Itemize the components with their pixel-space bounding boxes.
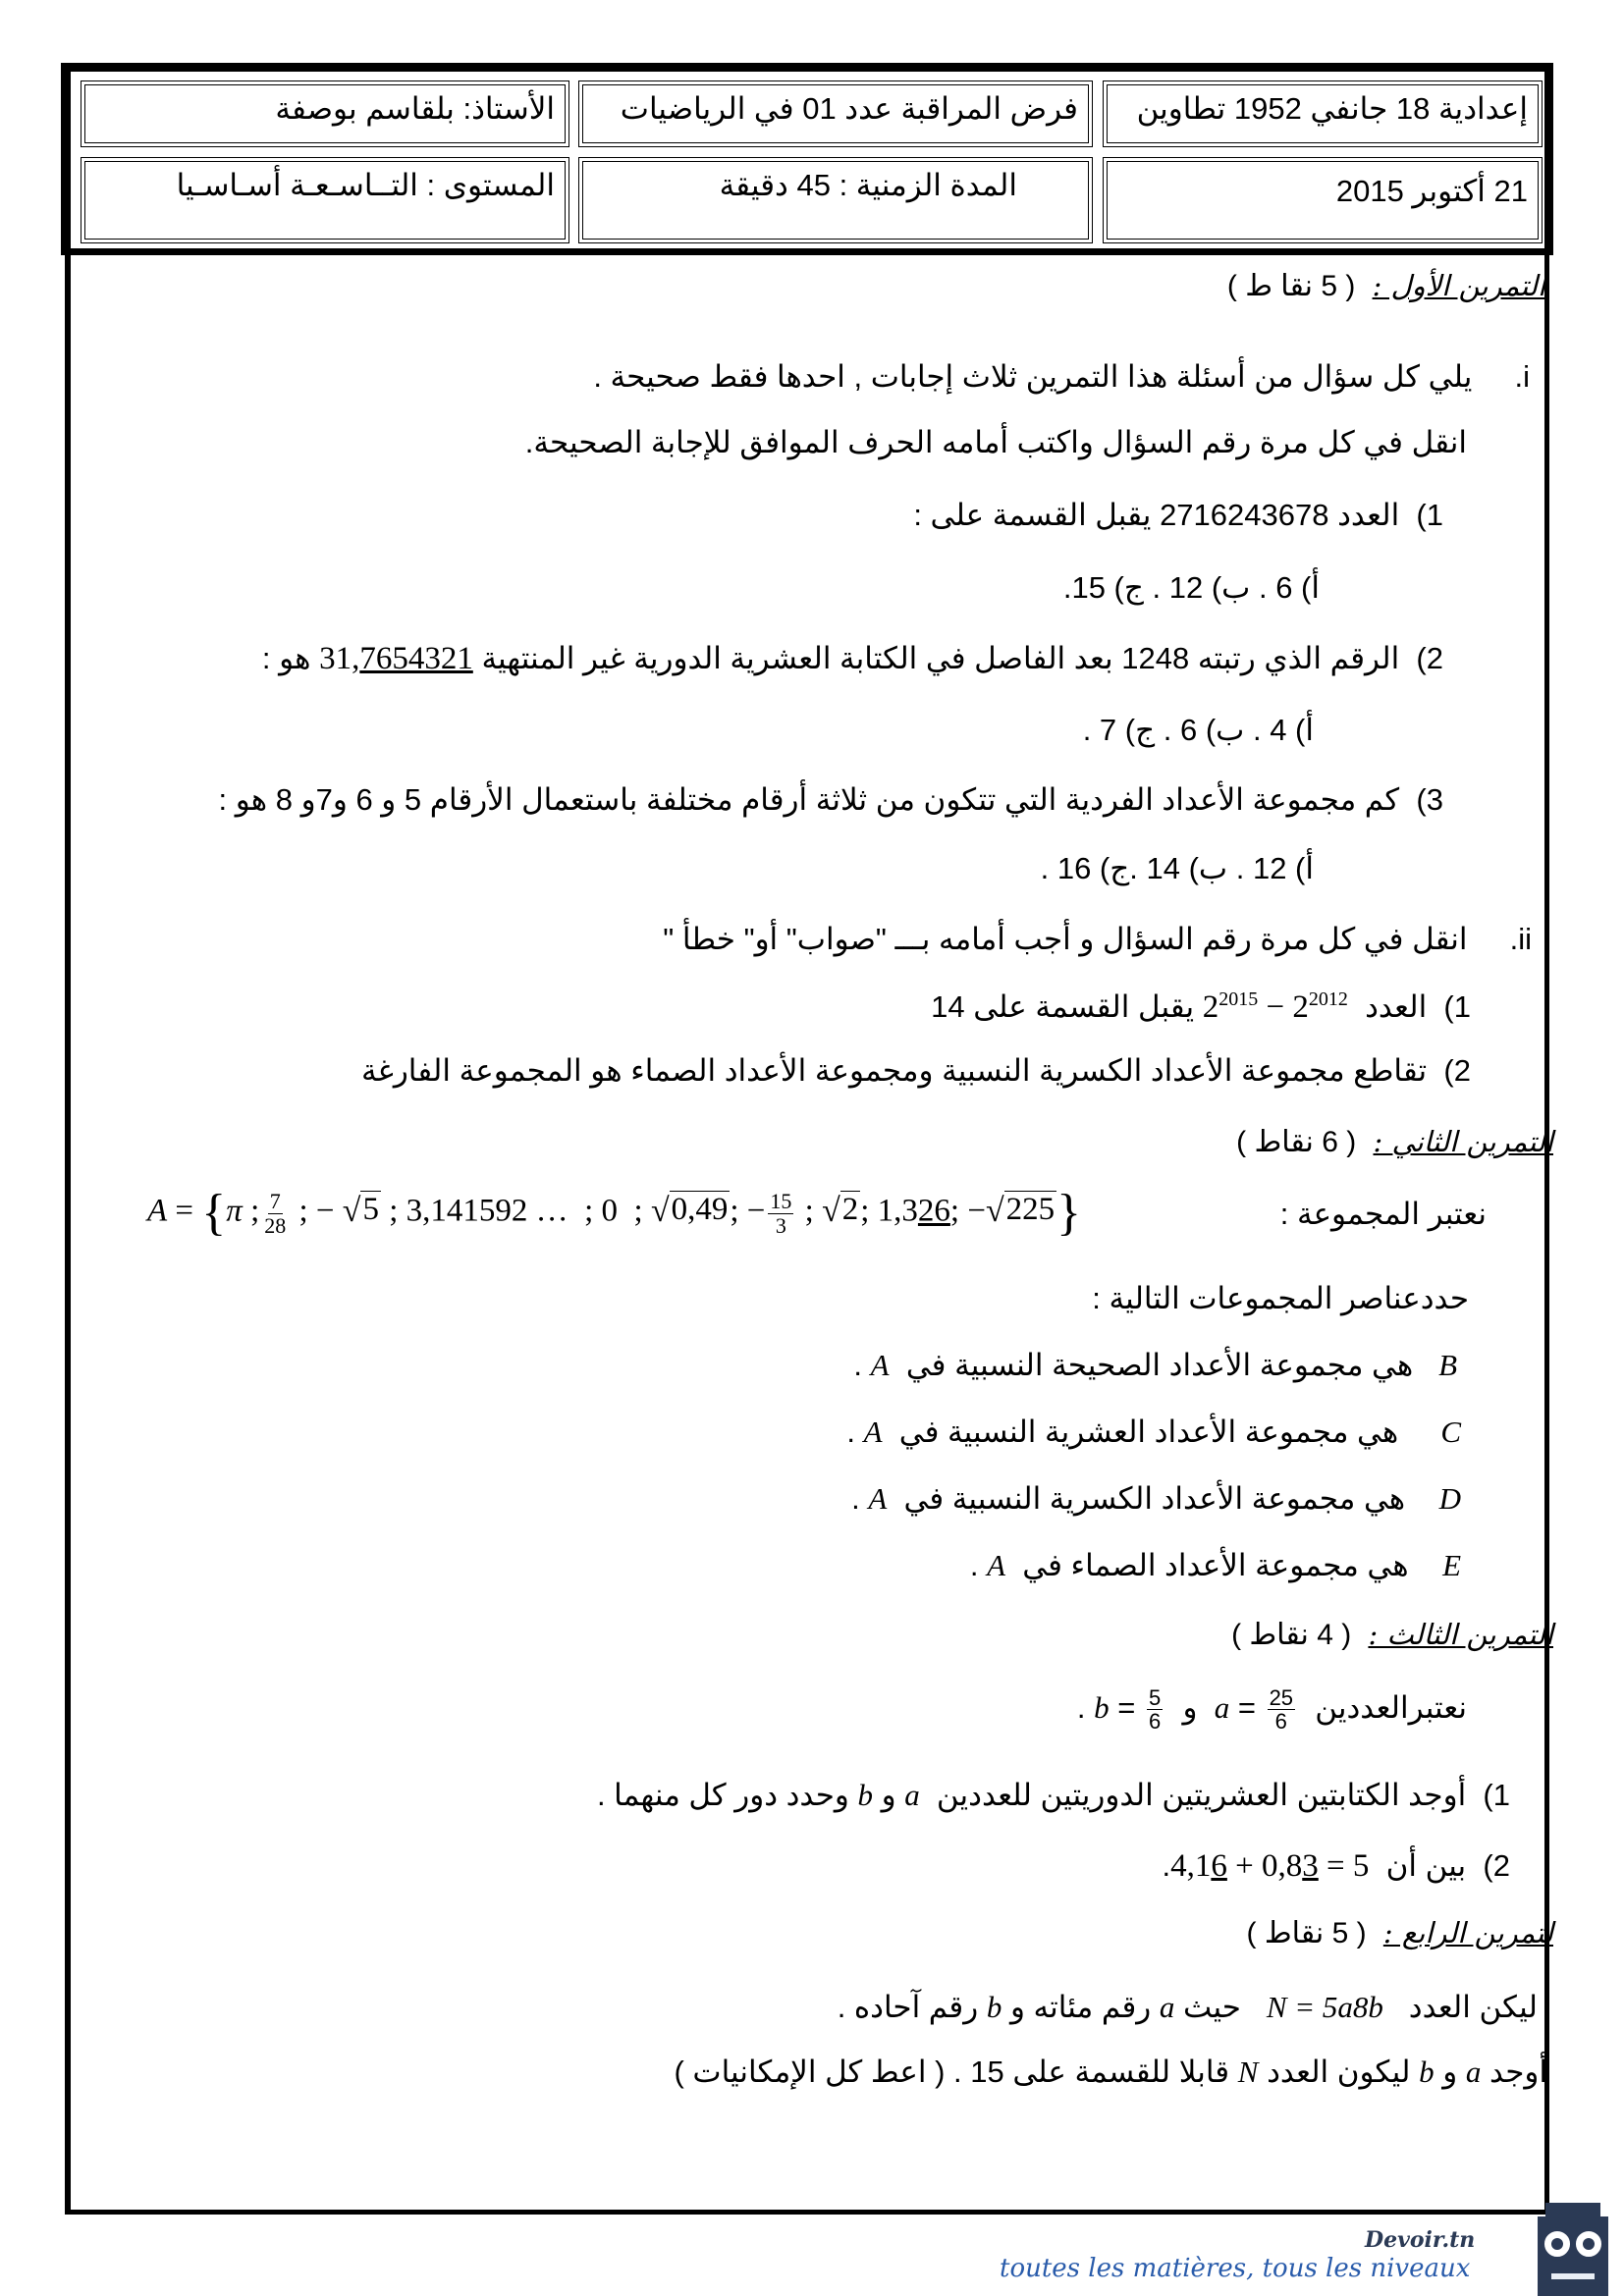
radicand: 5 [362,1192,379,1228]
set-letter: B [1438,1348,1457,1382]
ex3-q1-num: 1) [1483,1778,1510,1812]
var-a: a [1159,1990,1175,2024]
var-b: b [1094,1689,1110,1725]
decimal-int-part: 1,3 [877,1193,918,1229]
ex4-title: لتمرين الرابع : [1382,1916,1553,1949]
ex2-item-b [853,1347,1457,1383]
set-ref: A [870,1348,890,1382]
ex1-i-intro2: انقل في كل مرة رقم السؤال واكتب أمامه الحرف الموافق للإجابة الصحيحة. [524,425,1467,459]
ex4-l1-text2: حيث [1183,1990,1241,2024]
element-periodic-decimal [878,1194,950,1229]
devoir-logo-icon [1524,2199,1622,2296]
ex1-q2-num: 2) [1416,641,1443,675]
and-word: و [1442,2055,1458,2089]
element-approx-pi: 3,141592 … [406,1193,568,1229]
minus-sign: − [1266,989,1285,1025]
element-sqrt2: √ 2 [822,1192,859,1229]
set-letter: C [1440,1415,1461,1449]
exam-title: فرض المراقبة عدد 01 في الرياضيات [620,91,1078,126]
element-minus-sqrt5: √ 5 [342,1192,379,1229]
class-level: المستوى : التــاسـعـة أسـاسـيا [176,168,555,202]
item-end: . [853,1348,863,1382]
ex1-ii-q1-tail: يقبل القسمة على 14 [931,989,1195,1024]
power-base: 2 [1202,989,1219,1025]
element-sqrt-049: √ 0,49 [650,1192,729,1229]
fraction-25-6 [1268,1686,1295,1733]
ex1-heading [1227,267,1545,304]
ex3-q2 [1163,1847,1511,1887]
ex3-heading [1231,1616,1553,1653]
ex4-l1-text3: رقم مئاته و [1009,1990,1152,2024]
set-a-name: A [147,1193,168,1229]
ex1-q2 [262,640,1443,679]
decimal-int-part: 0,8 [1262,1848,1303,1884]
ex1-ii-intro [663,921,1532,957]
ex1-q2-number [319,641,473,676]
ex1-ii-q2 [361,1052,1471,1089]
ex1-ii-q1-expression [1203,989,1348,1025]
set-ref: A [987,1548,1006,1582]
fraction-numerator: 25 [1269,1685,1294,1710]
ex2-set-line [1280,1196,1487,1232]
line-end: . [1076,1689,1086,1725]
fraction-numerator: 7 [269,1189,281,1214]
ex2-item-c [846,1414,1461,1450]
ex2-item-e [970,1547,1461,1583]
ex4-l2-text: أوجد [1489,2055,1547,2089]
ex4-points: ( 5 نقاط ) [1246,1917,1367,1949]
and-word: و [881,1778,896,1812]
ex1-q3-num: 3) [1416,782,1443,817]
decimal-period: 6 [1211,1848,1227,1884]
number-n-expression: N = 5a8b [1266,1990,1383,2024]
var-b: b [1419,2055,1435,2089]
ex4-l1-text: ليكن العدد [1408,1990,1538,2024]
ex1-q1 [913,497,1443,533]
item-text: هي مجموعة الأعداد الصماء في [1022,1548,1409,1582]
equals-five: = 5 [1326,1848,1370,1884]
ex1-i-intro1 [593,358,1530,395]
element-minus-sqrt225: √ 225 [985,1192,1056,1229]
ex2-task: حددعناصر المجموعات التالية : [1092,1281,1469,1315]
var-a: a [1465,2055,1482,2089]
ex3-title: التمرين الثالث : [1368,1618,1553,1651]
set-ref: A [868,1481,888,1516]
ex3-q1-text2: وحدد دور كل منهما . [596,1778,849,1812]
item-text: هي مجموعة الأعداد الكسرية النسبية في [903,1481,1406,1516]
set-letter: D [1438,1481,1461,1516]
ex1-q1-num: 1) [1416,498,1443,532]
ex1-q2-number-int: 31, [319,641,360,676]
ex1-q1-text: العدد 2716243678 يقبل القسمة على : [913,498,1400,532]
element-zero: 0 [601,1193,619,1229]
var-a: a [904,1778,920,1812]
ex2-title: التمرين الثاني : [1373,1125,1553,1158]
ex2-item-d [851,1480,1461,1517]
ex3-intro: نعتبرالعددين [1315,1689,1467,1725]
ex1-q2-number-period: 7654321 [359,641,473,676]
ex1-q3 [219,781,1443,818]
radicand: 225 [1005,1192,1056,1228]
ex1-title: التمرين الأول : [1372,269,1545,302]
item-end: . [846,1415,855,1449]
ex3-q1-text: أوجد الكتابتين العشريتين الدوريتين للعددين [936,1778,1467,1812]
ex3-q2-equation [1170,1848,1369,1884]
element-pi: π [226,1193,243,1229]
ex4-line1 [838,1989,1538,2025]
ex3-q2-num: 2) [1483,1848,1510,1883]
item-text: هي مجموعة الأعداد العشرية النسبية في [898,1415,1399,1449]
decimal-int-part: 4,1 [1170,1848,1212,1884]
number-b-definition: b = $\frac{5}{6}$ [1094,1685,1162,1735]
ex1-i-intro1-text: يلي كل سؤال من أسئلة هذا التمرين ثلاث إجابات , احدها فقط صحيحة . [593,359,1473,394]
radicand: 0,49 [671,1192,729,1228]
ex3-points: ( 4 نقاط ) [1231,1619,1352,1651]
ex3-intro-line [1077,1686,1467,1733]
ex1-ii-q2-text: تقاطع مجموعة الأعداد الكسرية النسبية ومجموعة الأعداد الصماء هو المجموعة الفارغة [361,1053,1428,1088]
power-exponent-2015: 2015 [1218,988,1259,1010]
ex1-q2-tail: هو : [261,641,311,675]
teacher-name: الأستاذ: بلقاسم بوصفة [275,91,555,126]
number-a-definition: a = $\frac{25}{6}$ [1214,1685,1294,1735]
ex1-q1-options: أ) 6 . ب) 12 . ج) 15. [1062,570,1320,605]
fraction-denominator: 3 [775,1212,786,1238]
var-b: b [857,1778,873,1812]
ex1-points: ( 5 نقا ط ) [1226,270,1356,302]
footer-slogan: toutes les matières, tous les niveaux [1000,2254,1471,2283]
set-letter: E [1442,1548,1461,1582]
fraction-numerator: 5 [1149,1685,1162,1710]
ex1-ii-q1 [931,988,1471,1028]
ex1-ii-intro-text: انقل في كل مرة رقم السؤال و أجب أمامه بـــ "صواب" أو" خطأ " [663,922,1468,956]
fraction-denominator: 6 [1149,1709,1162,1735]
ex4-line2 [674,2054,1547,2090]
power-base: 2 [1292,989,1309,1025]
ex1-q2-options: أ) 4 . ب) 6 . ج) 7 . [1082,713,1314,747]
ex4-l2-text2: ليكون العدد [1267,2055,1411,2089]
radicand: 2 [841,1192,859,1228]
ex1-q2-text: الرقم الذي رتبته 1248 بعد الفاصل في الكتابة العشرية الدورية غير المنتهية [481,641,1400,675]
ex4-l1-text4: رقم آحاده . [837,1990,979,2024]
item-end: . [851,1481,860,1516]
decimal-period: 26 [917,1193,950,1229]
exam-duration: المدة الزمنية : 45 دقيقة [719,168,1017,202]
fraction-denominator: 28 [264,1212,287,1238]
var-n: N [1237,2055,1259,2089]
footer-brand: Devoir.tn [1365,2227,1476,2253]
ex1-ii-q1-word: العدد [1365,989,1428,1024]
ex1-q3-text: كم مجموعة الأعداد الفردية التي تتكون من ثلاثة أرقام مختلفة باستعمال الأرقام 5 و 6 و7و 8 هو : [218,782,1400,817]
school-name: إعدادية 18 جانفي 1952 تطاوين [1136,91,1528,126]
set-ref: A [863,1415,883,1449]
decimal-period: 3 [1302,1848,1319,1884]
ex1-q3-options: أ) 12 . ب) 14 .ج) 16 . [1040,851,1314,885]
plus-sign: + [1235,1848,1254,1884]
ex1-ii-marker: ii. [1509,922,1532,956]
and-word: و [1182,1689,1198,1725]
ex4-l2-text3: قابلا للقسمة على 15 . ( اعط كل الإمكانيات ) [674,2055,1230,2089]
item-text: هي مجموعة الأعداد الصحيحة النسبية في [905,1348,1414,1382]
var-a: a [1214,1689,1230,1725]
ex3-q1 [597,1777,1510,1813]
ex1-ii-q1-num: 1) [1443,989,1471,1024]
fraction-denominator: 6 [1274,1709,1287,1735]
fraction-numerator: 15 [770,1189,792,1214]
ex1-ii-q2-num: 2) [1443,1053,1471,1088]
ex2-set-expression: A = {π ; $\frac{7}{28}$ ; − √ 5 ; 3,141592 … ; 0 ; √ 0,49 ; − $\frac{15}{3}$ ; √ 2 ; 1,326; − √ 225 } [147,1185,1082,1241]
item-end: . [969,1548,979,1582]
var-b: b [986,1990,1002,2024]
ex4-heading [1247,1914,1554,1951]
ex3-q2-text: بين أن [1385,1848,1467,1883]
fraction-5-6 [1147,1686,1163,1733]
ex2-intro: نعتبر المجموعة : [1279,1197,1487,1231]
ex2-points: ( 6 نقاط ) [1236,1126,1357,1158]
element-fraction-15-3 [768,1190,793,1236]
exam-date: 21 أكتوبر 2015 [1335,174,1528,208]
ex2-heading [1236,1123,1553,1160]
element-fraction-7-28 [262,1190,288,1236]
ex1-i-marker: i. [1514,359,1530,394]
power-exponent-2012: 2012 [1308,988,1348,1010]
line-end: . [1162,1848,1171,1883]
